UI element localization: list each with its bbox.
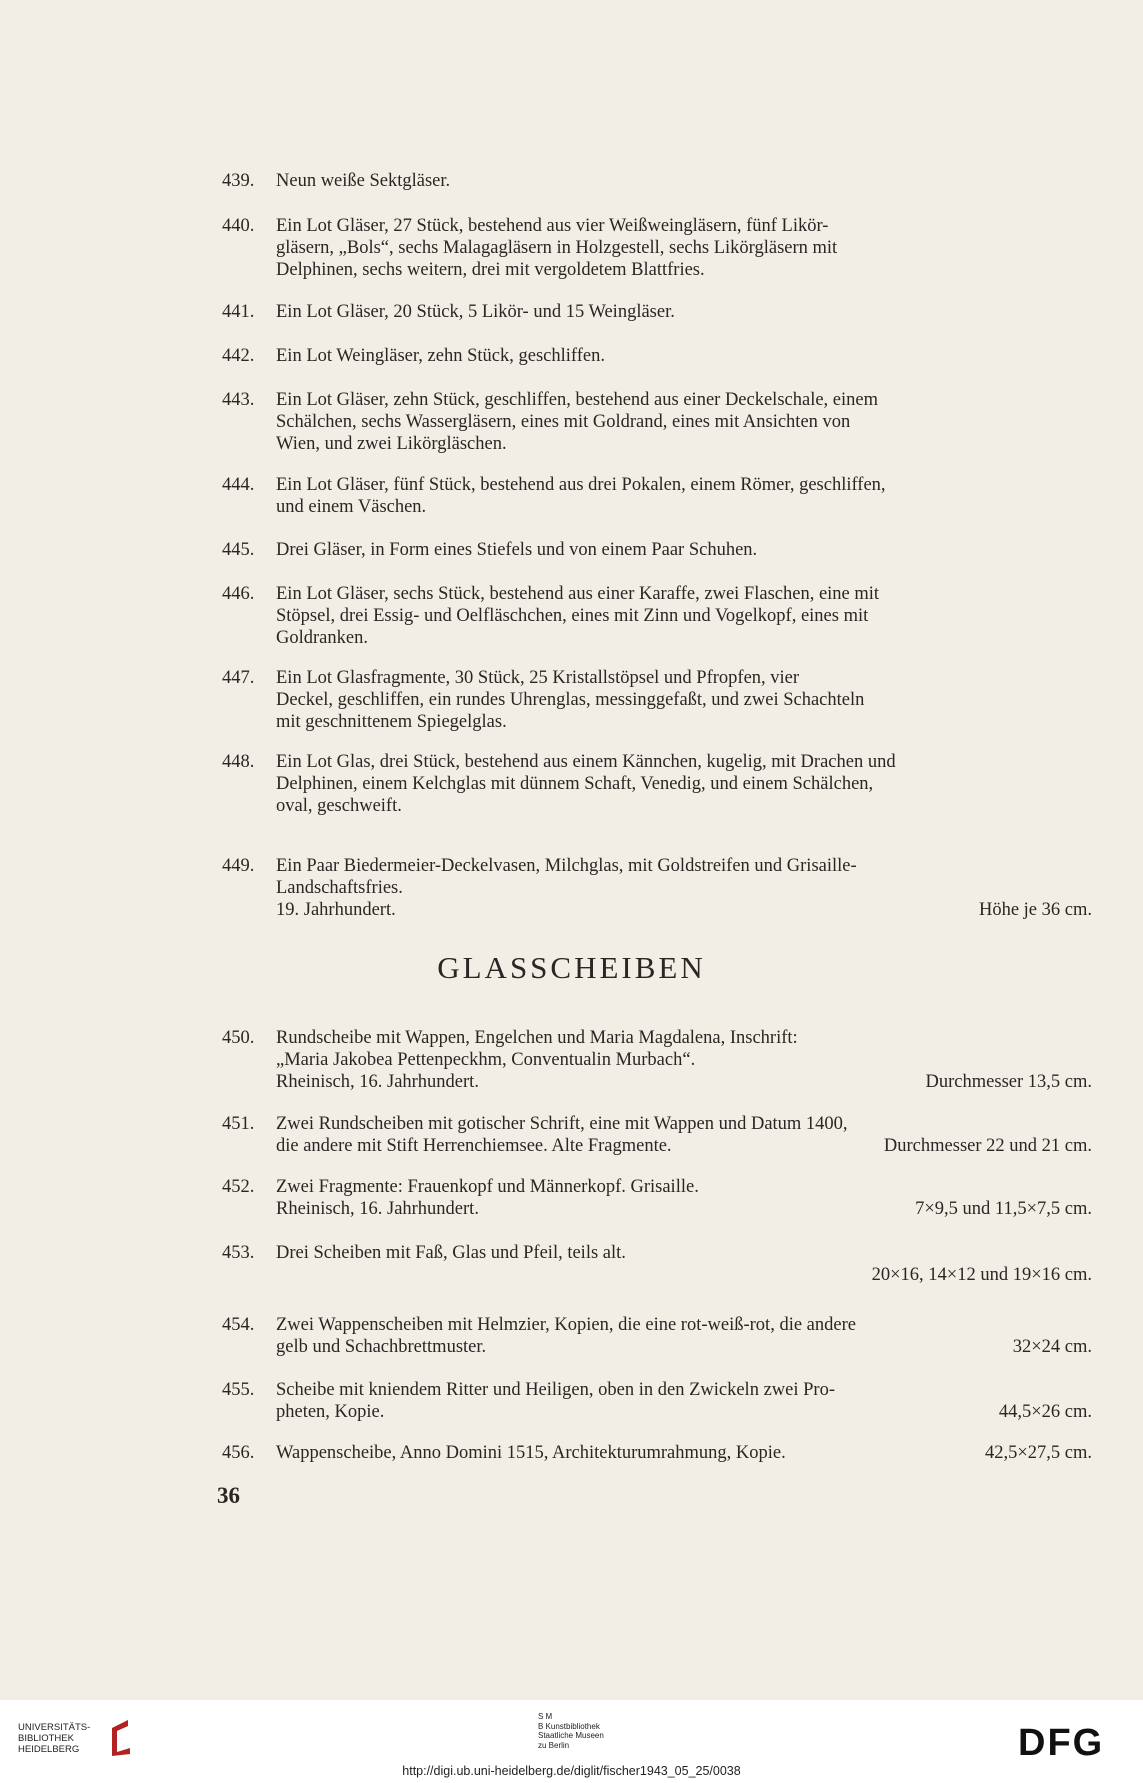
catalog-entry xyxy=(222,855,1092,921)
catalog-entry xyxy=(222,215,1092,281)
page-number: 36 xyxy=(217,1483,240,1508)
entry-line xyxy=(276,433,1092,455)
ub-logo-line: HEIDELBERG xyxy=(18,1744,80,1755)
entry-line-text: und einem Väschen. xyxy=(276,497,427,517)
entry-line-text: Zwei Rundscheiben mit gotischer Schrift, eine mit Wappen und Datum 1400, xyxy=(276,1114,848,1134)
entry-line xyxy=(276,496,1092,518)
entry-line xyxy=(276,1336,1092,1358)
entry-number: 446. xyxy=(222,584,255,604)
entry-line xyxy=(276,389,1092,411)
entry-line xyxy=(276,1379,1092,1401)
entry-number: 454. xyxy=(222,1315,255,1335)
entry-number: 447. xyxy=(222,668,255,688)
entry-text xyxy=(276,539,1092,561)
entry-line-text: Wien, und zwei Likörgläschen. xyxy=(276,434,507,454)
entry-line-text: gelb und Schachbrettmuster. xyxy=(276,1337,487,1357)
entry-line xyxy=(276,1027,1092,1049)
entry-line xyxy=(276,795,1092,817)
entry-number: 456. xyxy=(222,1443,255,1463)
entry-text xyxy=(276,1176,1092,1220)
dfg-logo: DFG xyxy=(1018,1722,1105,1764)
entry-line-text: Rundscheibe mit Wappen, Engelchen und Maria Magdalena, Inschrift: xyxy=(276,1028,798,1048)
catalog-entry xyxy=(222,667,1092,733)
catalog-entry xyxy=(222,1113,1092,1157)
entry-line-text: die andere mit Stift Herrenchiemsee. Alte Fragmente. xyxy=(276,1136,672,1156)
catalog-entry xyxy=(222,1314,1092,1358)
entry-line xyxy=(276,170,1092,192)
catalog-entry xyxy=(222,539,1092,561)
entry-text xyxy=(276,1379,1092,1423)
entry-line-text: gläsern, „Bols“, sechs Malagagläsern in Holzgestell, sechs Likörgläsern mit xyxy=(276,238,838,258)
entry-line-text: Ein Lot Glasfragmente, 30 Stück, 25 Kristallstöpsel und Pfropfen, vier xyxy=(276,668,800,688)
entry-line-text: 19. Jahrhundert. xyxy=(276,900,396,920)
entry-line-text: Delphinen, einem Kelchglas mit dünnem Schaft, Venedig, und einem Schälchen, xyxy=(276,774,874,794)
entry-number: 440. xyxy=(222,216,255,236)
entry-line xyxy=(276,1113,1092,1135)
entry-line xyxy=(276,1401,1092,1423)
entry-line xyxy=(276,855,1092,877)
entry-line-text: Deckel, geschliffen, ein rundes Uhrenglas, messinggefaßt, und zwei Schachteln xyxy=(276,690,865,710)
entry-line-text: Stöpsel, drei Essig- und Oelfläschchen, eines mit Zinn und Vogelkopf, eines mit xyxy=(276,606,869,626)
entry-line-text: Zwei Fragmente: Frauenkopf und Männerkopf. Grisaille. xyxy=(276,1177,699,1197)
catalog-entry xyxy=(222,345,1092,367)
catalog-entry xyxy=(222,1442,1092,1464)
entry-measurement: 32×24 cm. xyxy=(1012,1337,1092,1357)
entry-line-text: pheten, Kopie. xyxy=(276,1402,385,1422)
entry-line xyxy=(276,1242,1092,1264)
entry-text xyxy=(276,1242,1092,1286)
ub-logo-line: UNIVERSITÄTS- xyxy=(18,1722,91,1733)
entry-line xyxy=(276,345,1092,367)
section-heading: GLASSCHEIBEN xyxy=(437,950,706,985)
smb-logo-line: zu Berlin xyxy=(538,1740,570,1750)
entry-text xyxy=(276,1442,1092,1464)
entry-number: 451. xyxy=(222,1114,255,1134)
entry-text xyxy=(276,1027,1092,1093)
entry-line-text: oval, geschweift. xyxy=(276,796,402,816)
entry-line xyxy=(276,1176,1092,1198)
entry-text xyxy=(276,1314,1092,1358)
catalog-entry xyxy=(222,474,1092,518)
smb-logo-line: Staatliche Museen xyxy=(538,1731,604,1740)
entry-line-text: Zwei Wappenscheiben mit Helmzier, Kopien, die eine rot-weiß-rot, die andere xyxy=(276,1315,856,1335)
entry-line xyxy=(276,1071,1092,1093)
entry-line-text: Drei Scheiben mit Faß, Glas und Pfeil, teils alt. xyxy=(276,1243,626,1263)
entry-number: 442. xyxy=(222,346,255,366)
entry-line xyxy=(276,605,1092,627)
entry-line xyxy=(276,215,1092,237)
entry-number: 455. xyxy=(222,1380,255,1400)
entry-line-text: Ein Lot Gläser, sechs Stück, bestehend aus einer Karaffe, zwei Flaschen, eine mit xyxy=(276,584,880,604)
entry-number: 443. xyxy=(222,390,255,410)
entry-line xyxy=(276,751,1092,773)
entry-line-text: Landschaftsfries. xyxy=(276,878,403,898)
entry-line xyxy=(276,301,1092,323)
entry-line-text: Ein Paar Biedermeier-Deckelvasen, Milchglas, mit Goldstreifen und Grisaille- xyxy=(276,856,857,876)
entry-measurement: Durchmesser 13,5 cm. xyxy=(925,1072,1092,1092)
catalog-entry xyxy=(222,1242,1092,1286)
entry-number: 444. xyxy=(222,475,255,495)
entry-line xyxy=(276,259,1092,281)
catalog-entry xyxy=(222,1379,1092,1423)
entry-line xyxy=(276,1049,1092,1071)
entry-line xyxy=(276,667,1092,689)
entry-line-text: Scheibe mit kniendem Ritter und Heiligen, oben in den Zwickeln zwei Pro- xyxy=(276,1380,835,1400)
entry-line xyxy=(276,1135,1092,1157)
entry-line-text: Ein Lot Gläser, 27 Stück, bestehend aus vier Weißweingläsern, fünf Likör- xyxy=(276,216,829,236)
entry-line xyxy=(276,583,1092,605)
entry-line xyxy=(276,627,1092,649)
entry-number: 441. xyxy=(222,302,255,322)
entry-line-text: Ein Lot Gläser, zehn Stück, geschliffen, bestehend aus einer Deckelschale, einem xyxy=(276,390,878,410)
entry-measurement: 44,5×26 cm. xyxy=(998,1402,1092,1422)
entry-line xyxy=(276,1442,1092,1464)
entry-line xyxy=(276,773,1092,795)
catalog-entry xyxy=(222,1027,1092,1093)
ub-mark-icon xyxy=(108,1718,136,1758)
entry-text xyxy=(276,345,1092,367)
entry-number: 445. xyxy=(222,540,255,560)
entry-line-text: Goldranken. xyxy=(276,628,368,648)
entry-text xyxy=(276,215,1092,281)
entry-measurement: 7×9,5 und 11,5×7,5 cm. xyxy=(915,1199,1092,1219)
entry-number: 449. xyxy=(222,856,255,876)
entry-line xyxy=(276,474,1092,496)
entry-text xyxy=(276,170,1092,192)
ub-logo-line: BIBLIOTHEK xyxy=(18,1733,74,1744)
catalog-entry xyxy=(222,583,1092,649)
entry-line-text: Schälchen, sechs Wassergläsern, eines mit Goldrand, eines mit Ansichten von xyxy=(276,412,851,432)
entry-text xyxy=(276,1113,1092,1157)
entry-line-text: Neun weiße Sektgläser. xyxy=(276,171,451,191)
entry-line-text: Drei Gläser, in Form eines Stiefels und von einem Paar Schuhen. xyxy=(276,540,758,560)
smb-logo-line: S M xyxy=(538,1712,553,1721)
catalog-entry xyxy=(222,389,1092,455)
entry-line-text: Wappenscheibe, Anno Domini 1515, Architekturumrahmung, Kopie. xyxy=(276,1443,786,1463)
entry-measurement: 42,5×27,5 cm. xyxy=(984,1443,1092,1463)
entry-line xyxy=(276,237,1092,259)
catalog-entry xyxy=(222,1176,1092,1220)
catalog-entry xyxy=(222,301,1092,323)
entry-line xyxy=(276,689,1092,711)
entry-text xyxy=(276,474,1092,518)
entry-text xyxy=(276,855,1092,921)
entry-line xyxy=(276,1264,1092,1286)
entry-measurement: 20×16, 14×12 und 19×16 cm. xyxy=(871,1265,1092,1285)
entry-text xyxy=(276,667,1092,733)
catalog-entry xyxy=(222,751,1092,817)
entry-line xyxy=(276,1314,1092,1336)
entry-line-text: Ein Lot Gläser, 20 Stück, 5 Likör- und 15 Weingläser. xyxy=(276,302,675,322)
entry-number: 439. xyxy=(222,171,255,191)
entry-line xyxy=(276,539,1092,561)
entry-line xyxy=(276,877,1092,899)
smb-logo xyxy=(538,1712,604,1750)
entry-line-text: Ein Lot Weingläser, zehn Stück, geschliffen. xyxy=(276,346,605,366)
permalink[interactable]: http://digi.ub.uni-heidelberg.de/diglit/fischer1943_05_25/0038 xyxy=(402,1764,741,1778)
smb-logo-line: B Kunstbibliothek xyxy=(538,1721,600,1731)
entry-text xyxy=(276,751,1092,817)
entry-line xyxy=(276,1198,1092,1220)
entry-line-text: Rheinisch, 16. Jahrhundert. xyxy=(276,1199,479,1219)
entry-text xyxy=(276,389,1092,455)
entry-line xyxy=(276,711,1092,733)
entry-number: 453. xyxy=(222,1243,255,1263)
entry-number: 448. xyxy=(222,752,255,772)
entry-measurement: Durchmesser 22 und 21 cm. xyxy=(883,1136,1092,1156)
entry-text xyxy=(276,583,1092,649)
entry-line-text: Ein Lot Glas, drei Stück, bestehend aus einem Kännchen, kugelig, mit Drachen und xyxy=(276,752,896,772)
entry-line-text: Rheinisch, 16. Jahrhundert. xyxy=(276,1072,479,1092)
entry-number: 450. xyxy=(222,1028,255,1048)
entry-line-text: Ein Lot Gläser, fünf Stück, bestehend aus drei Pokalen, einem Römer, geschliffen, xyxy=(276,475,886,495)
entry-line xyxy=(276,899,1092,921)
catalog-entry xyxy=(222,170,1092,192)
entry-line xyxy=(276,411,1092,433)
entry-line-text: „Maria Jakobea Pettenpeckhm, Conventualin Murbach“. xyxy=(276,1050,696,1070)
entry-line-text: Delphinen, sechs weitern, drei mit vergoldetem Blattfries. xyxy=(276,260,705,280)
entry-line-text: mit geschnittenem Spiegelglas. xyxy=(276,712,507,732)
entry-measurement: Höhe je 36 cm. xyxy=(978,900,1092,920)
entry-text xyxy=(276,301,1092,323)
entry-number: 452. xyxy=(222,1177,255,1197)
ub-heidelberg-logo xyxy=(18,1722,90,1755)
